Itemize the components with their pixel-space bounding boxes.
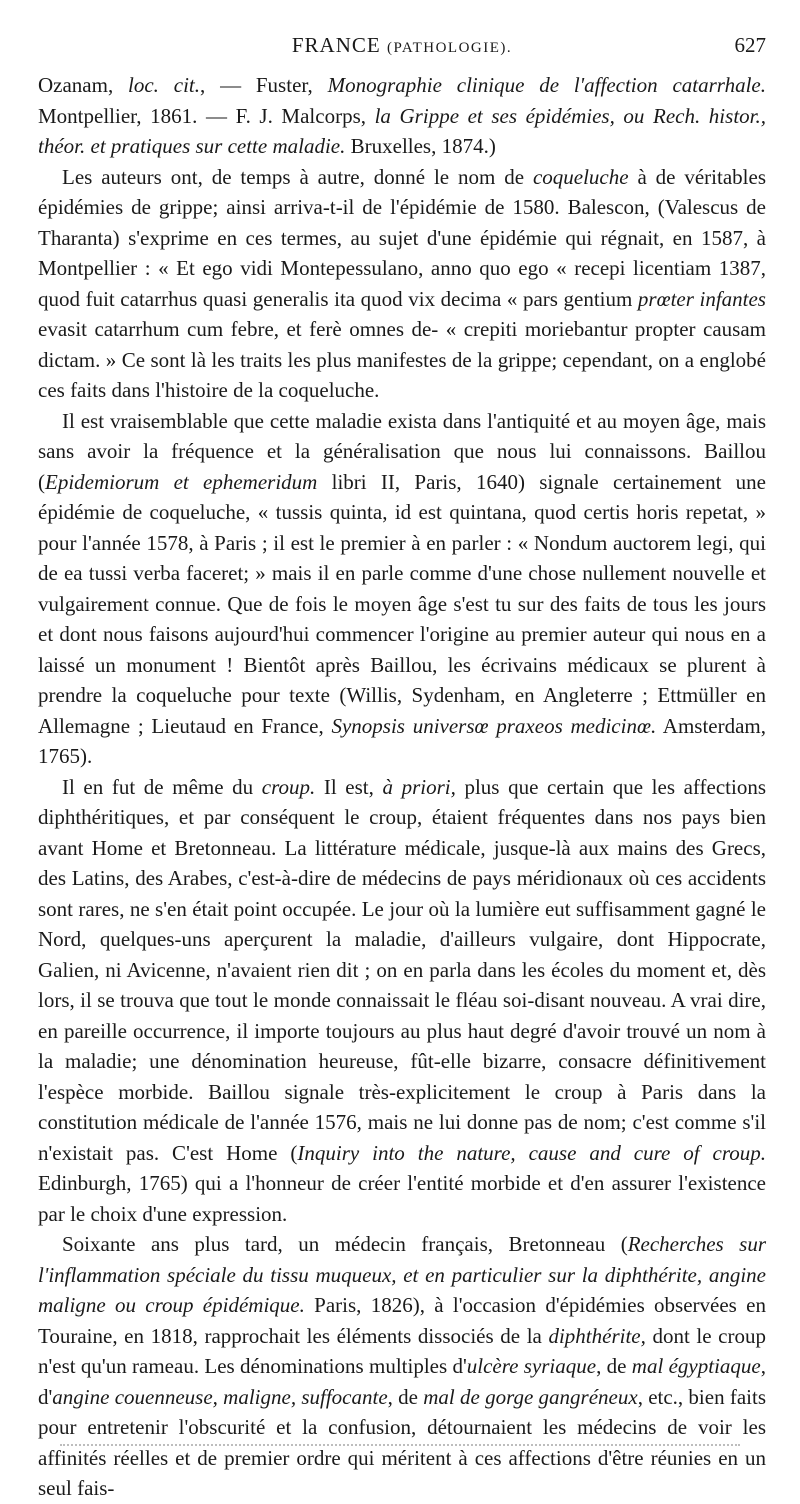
italic-text: angine couenneuse, maligne, suffocante (52, 1384, 388, 1409)
text-run: , de (387, 1384, 424, 1409)
header-subtitle: (PATHOLOGIE). (386, 40, 513, 56)
italic-text: la Grippe et ses épidémies, ou Rech. histor., théor. et pratiques sur cette maladie. (38, 103, 766, 158)
italic-text: prœter infantes (637, 286, 766, 311)
italic-text: Epidemiorum et ephemeridum (45, 469, 318, 494)
italic-text: mal égyptiaque (631, 1354, 761, 1378)
text-run: Bruxelles, 1874.) (345, 134, 496, 158)
text-run: Amsterdam, 1765). (38, 713, 766, 768)
text-run: Il est, (315, 774, 383, 799)
text-run: Il est vraisemblable que cette maladie exista dans l'antiquité et au moyen âge, mais sans avoir la fréquence et la généralisation que nous lui connaissons. Baillou ( (38, 408, 766, 494)
text-run: , de (596, 1354, 632, 1378)
text-run: Les auteurs ont, de temps à autre, donné le nom de (62, 164, 533, 189)
text-run: Ozanam, (38, 73, 129, 97)
text-run: à de véritables épidémies de grippe; ainsi arriva-t-il de l'épidémie de 1580. Balescon, (Valescus de Tharanta) s'exprime en ces termes, au sujet d'une épidémie qui régnait, en 1587, à Montpellier : « Et ego vidi Montepessulano, anno quo ego « recepi licentiam 1387, quod fuit catarrhus quasi generalis ita quod vix decima « pars gentium (38, 164, 766, 311)
header-title: FRANCE (291, 33, 381, 57)
page-footer-divider (60, 1444, 740, 1450)
running-head (38, 30, 766, 58)
text-run: libri II, Paris, 1640) signale certainement une épidémie de coqueluche, « tussis quinta, id est quintana, quod certis horis repetat, » pour l'année 1578, à Paris ; il est le premier à en parler : « Nondum auctorem legi, qui de ea tussi verba faceret; » mais il en parle comme d'une chose nullement nouvelle et vulgairement connue. Que de fois le moyen âge s'est tu sur des faits de tous les jours et dont nous faisons aujourd'hui commencer l'origine au premier auteur qui nous en a laissé un monument ! Bientôt après Baillou, les écrivains médicaux se plurent à prendre la coqueluche pour texte (Willis, Sydenham, en Angleterre ; Ettmüller en Allemagne ; Lieutaud en France, (38, 469, 767, 738)
text-run: dont le croup n'est qu'un rameau. Les dénominations multiples d' (38, 1323, 766, 1378)
italic-text: mal de gorge gangréneux (423, 1384, 638, 1409)
italic-text: Inquiry into the nature, cause and cure of croup. (297, 1140, 766, 1165)
text-run: Edinburgh, 1765) qui a l'honneur de créer l'entité morbide et d'en assurer l'existence par le choix d'une expression. (38, 1171, 766, 1226)
italic-text: Recherches sur l'inflammation spéciale du tissu muqueux, et en particulier sur la diphthérite, angine maligne ou croup épidémique. (38, 1232, 767, 1317)
italic-text: ulcère syriaque (466, 1354, 597, 1378)
text-run: Montpellier, 1861. — F. J. Malcorps, (38, 103, 375, 128)
italic-text: diphthérite, (548, 1323, 646, 1348)
italic-text: Monographie clinique de l'affection catarrhale. (327, 73, 766, 97)
italic-text: coqueluche (532, 164, 629, 189)
text-run: , etc., bien faits pour entretenir l'obscurité et la confusion, détournaient les médecins de voir les affinités réelles et de premier ordre qui méritent à ces affections d'être réunies en un seul fais- (38, 1384, 766, 1500)
paragraph (38, 1229, 766, 1504)
paragraph (38, 70, 766, 162)
text-run: Il en fut de même du (62, 774, 262, 799)
paragraph (38, 162, 766, 406)
italic-text: Synopsis universœ praxeos medicinœ. (331, 713, 657, 738)
text-run: Paris, 1826), à l'occasion d'épidémies observées en Touraine, en 1818, rapprochait les éléments dissociés de la (38, 1293, 766, 1348)
italic-text: croup. (261, 774, 316, 799)
text-run: Soixante ans plus tard, un médecin français, Bretonneau ( (62, 1232, 628, 1256)
paragraph (38, 772, 766, 1230)
italic-text: à priori, (382, 774, 456, 799)
italic-text: loc. cit. (128, 73, 200, 97)
page-header-title (38, 30, 766, 64)
text-run: plus que certain que les affections diphthéritiques, et par conséquent le croup, étaient fréquentes dans nos pays bien avant Home et Bretonneau. La littérature médicale, jusque-là aux mains des Grecs, des Latins, des Arabes, c'est-à-dire de médecins de pays méridionaux où ces accidents sont rares, ne s'en était point occupée. Le jour où la lumière eut suffisamment gagné le Nord, quelques-uns aperçurent la maladie, d'ailleurs vulgaire, dont Hippocrate, Galien, ni Avicenne, n'avaient rien dit ; on en parla dans les écoles du moment et, dès lors, il se trouva que tout le monde connaissait le fléau soi-disant nouveau. A vrai dire, en pareille occurrence, il importe toujours au plus haut degré d'avoir trouvé un nom à la maladie; une dénomination heureuse, fût-elle bizarre, consacre définitivement l'espèce morbide. Baillou signale très-explicitement le croup à Paris dans la constitution médicale de l'année 1576, mais ne lui donne pas de nom; c'est comme s'il n'existait pas. C'est Home ( (38, 774, 767, 1165)
text-run: , d' (38, 1354, 766, 1409)
page-number: 627 (734, 33, 766, 57)
text-run: evasit catarrhum cum febre, et ferè omnes de- « crepiti moriebantur propter causam dictam. » Ce sont là les traits les plus manifestes de la grippe; cependant, on a englobé ces faits dans l'histoire de la coqueluche. (38, 317, 766, 402)
body-text (38, 70, 766, 1504)
paragraph (38, 406, 766, 772)
text-run: , — Fuster, (200, 73, 328, 97)
